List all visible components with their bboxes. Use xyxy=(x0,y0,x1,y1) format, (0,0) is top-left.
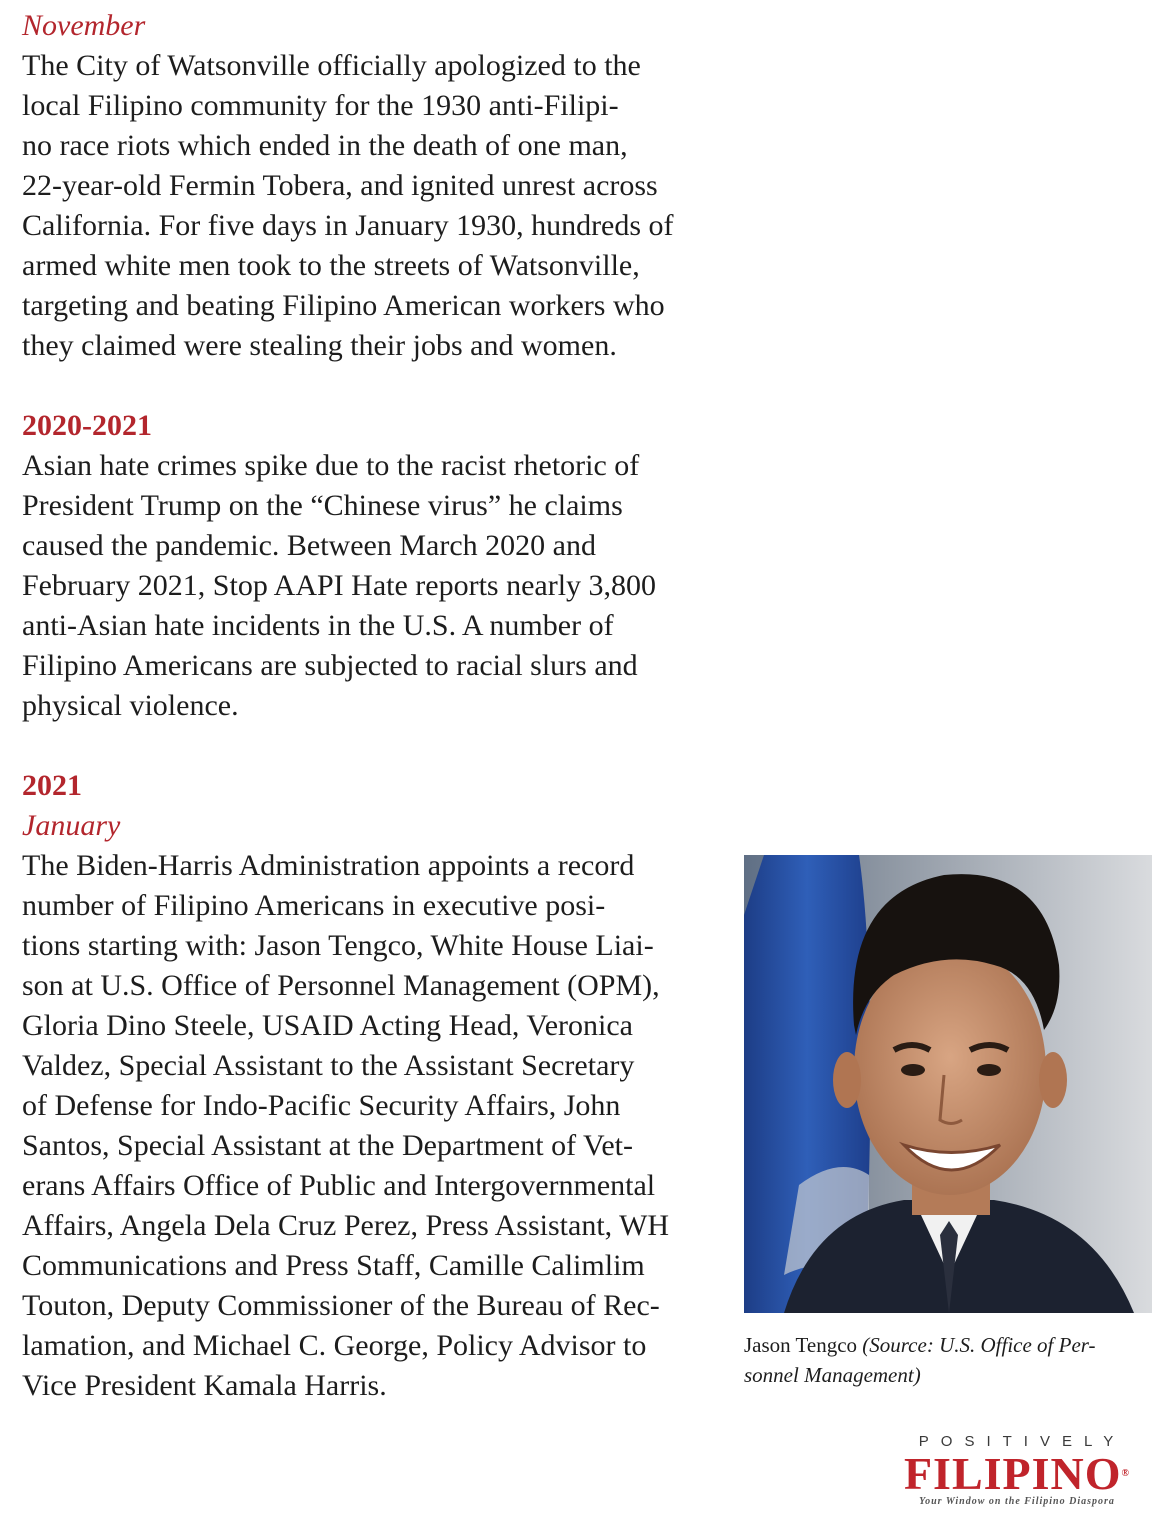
text-line: Touton, Deputy Commissioner of the Bureau of Rec- xyxy=(22,1289,660,1322)
text-line: Communications and Press Staff, Camille Calimlim xyxy=(22,1249,645,1282)
logo-main-text: FILIPINO xyxy=(903,1448,1122,1499)
text-line: anti-Asian hate incidents in the U.S. A number of xyxy=(22,609,614,642)
text-line: The Biden-Harris Administration appoints a record xyxy=(22,849,635,882)
text-line: number of Filipino Americans in executive posi- xyxy=(22,889,606,922)
caption-source: sonnel Management) xyxy=(744,1363,921,1387)
text-line: The City of Watsonville officially apologized to the xyxy=(22,49,641,82)
text-line: President Trump on the “Chinese virus” he claims xyxy=(22,489,623,522)
text-line: Affairs, Angela Dela Cruz Perez, Press Assistant, WH xyxy=(22,1209,670,1242)
text-line: 22-year-old Fermin Tobera, and ignited unrest across xyxy=(22,169,658,202)
publisher-logo xyxy=(897,1432,1137,1508)
text-line: California. For five days in January 1930, hundreds of xyxy=(22,209,674,242)
text-line: erans Affairs Office of Public and Intergovernmental xyxy=(22,1169,656,1202)
text-line: Valdez, Special Assistant to the Assistant Secretary xyxy=(22,1049,635,1082)
registered-mark: ® xyxy=(1121,1468,1131,1479)
logo-top-text: POSITIVELY xyxy=(918,1433,1126,1450)
text-line: son at U.S. Office of Personnel Management (OPM), xyxy=(22,969,660,1002)
article-column xyxy=(22,6,752,1406)
spacer xyxy=(22,366,752,406)
text-line: lamation, and Michael C. George, Policy Advisor to xyxy=(22,1329,647,1362)
text-line: they claimed were stealing their jobs and women. xyxy=(22,329,617,362)
paragraph xyxy=(22,46,752,366)
logo-tagline: Your Window on the Filipino Diaspora xyxy=(919,1496,1115,1507)
year-heading: 2021 xyxy=(22,769,82,802)
paragraph xyxy=(22,446,752,726)
text-line: Asian hate crimes spike due to the racist rhetoric of xyxy=(22,449,640,482)
paragraph xyxy=(22,846,752,1406)
year-heading: 2020-2021 xyxy=(22,409,152,442)
text-line: Santos, Special Assistant at the Department of Vet- xyxy=(22,1129,634,1162)
text-line: targeting and beating Filipino American workers who xyxy=(22,289,665,322)
text-line: tions starting with: Jason Tengco, White House Liai- xyxy=(22,929,654,962)
month-heading: November xyxy=(22,9,146,42)
caption-name: Jason Tengco xyxy=(744,1333,858,1357)
spacer xyxy=(22,726,752,766)
text-line: Filipino Americans are subjected to racial slurs and xyxy=(22,649,638,682)
text-line: of Defense for Indo-Pacific Security Affairs, John xyxy=(22,1089,621,1122)
logo-main xyxy=(897,1448,1137,1499)
text-line: Gloria Dino Steele, USAID Acting Head, Veronica xyxy=(22,1009,633,1042)
photo-caption xyxy=(744,1330,1154,1390)
text-line: caused the pandemic. Between March 2020 and xyxy=(22,529,596,562)
text-line: local Filipino community for the 1930 anti-Filipi- xyxy=(22,89,619,122)
text-line: February 2021, Stop AAPI Hate reports nearly 3,800 xyxy=(22,569,657,602)
caption-source: (Source: U.S. Office of Per- xyxy=(862,1333,1096,1357)
text-line: no race riots which ended in the death of one man, xyxy=(22,129,628,162)
portrait-illustration xyxy=(744,855,1152,1313)
text-line: physical violence. xyxy=(22,689,239,722)
text-line: armed white men took to the streets of Watsonville, xyxy=(22,249,640,282)
portrait-photo xyxy=(744,855,1152,1313)
month-heading: January xyxy=(22,809,121,842)
text-line: Vice President Kamala Harris. xyxy=(22,1369,387,1402)
